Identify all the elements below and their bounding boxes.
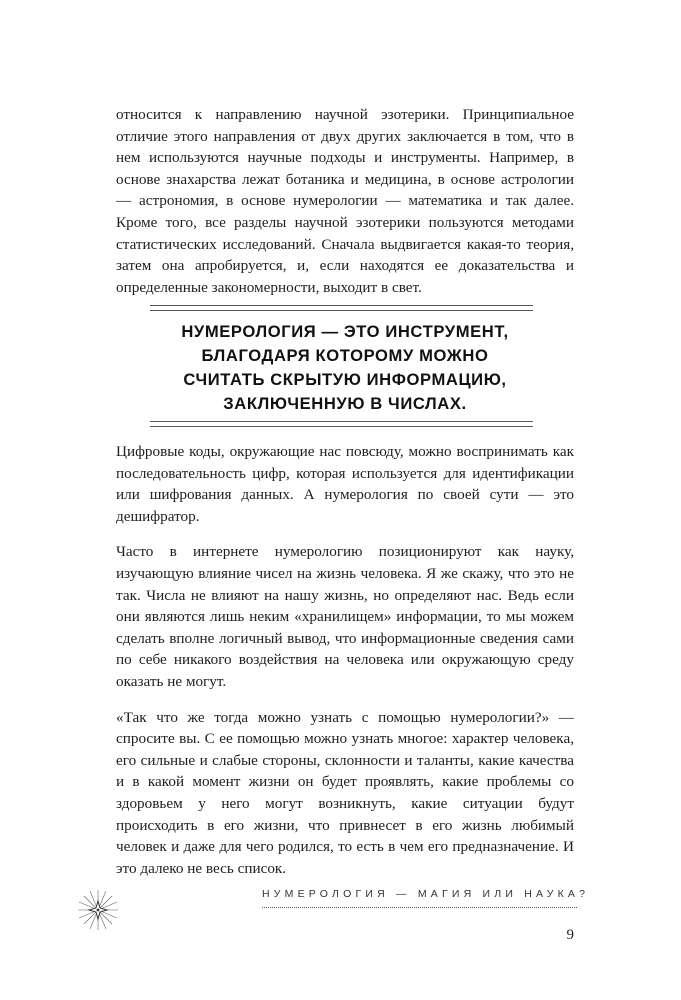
pull-quote-line: ЗАКЛЮЧЕННУЮ В ЧИСЛАХ. [223, 394, 467, 413]
star-ornament-icon [76, 888, 120, 932]
intro-paragraph: относится к направлению научной эзотерики. Принципиальное отличие этого направления от двух других заключается в том, что в нем используются научные подходы и инструменты. Например, в основе знахарства лежат ботаника и медицина, в основе астрологии — астрономия, в основе нумерологии — математика и так далее. Кроме того, все разделы научной эзотерики пользуются методами статистических исследований. Сначала выдвигается какая-то теория, затем она апробируется, и, если находятся ее доказательства и определенные закономерности, выходит в свет. [116, 106, 574, 296]
intro-text-block [116, 104, 574, 312]
pull-quote-line: НУМЕРОЛОГИЯ — ЭТО ИНСТРУМЕНТ, [181, 322, 509, 341]
pull-quote-bottom-rule [150, 421, 533, 427]
pull-quote-line: БЛАГОДАРЯ КОТОРОМУ МОЖНО [201, 346, 489, 365]
body-paragraph: Цифровые коды, окружающие нас повсюду, можно воспринимать как последовательность цифр, которая используется для идентификации или шифрования данных. А нумерология по своей сути — это дешифратор. [116, 443, 574, 525]
body-paragraph: «Так что же тогда можно узнать с помощью нумерологии?» — спросите вы. С ее помощью можно узнать многое: характер человека, его сильные и слабые стороны, склонности и таланты, какие качества и в какой момент жизни он будет проявлять, какие проблемы со здоровьем у него могут возникнуть, какие ситуации будут происходить в его жизни, что привнесет в его жизнь любимый человек и даже для чего родился, то есть в чем его предназначение. И это далеко не весь список. [116, 708, 574, 877]
running-head-dotted-rule [262, 907, 577, 908]
pull-quote [116, 320, 574, 416]
body-text-block [116, 441, 574, 893]
page-number: 9 [566, 927, 574, 943]
pull-quote-top-rule [150, 305, 533, 311]
running-head: НУМЕРОЛОГИЯ — МАГИЯ ИЛИ НАУКА? [262, 888, 590, 900]
body-paragraph: Часто в интернете нумерологию позиционируют как науку, изучающую влияние чисел на жизнь человека. Я же скажу, что это не так. Числа не влияют на нашу жизнь, но определяют нас. Ведь если они являются лишь неким «хранилищем» информации, то мы можем сделать вполне логичный вывод, что информационные сведения сами по себе никакого воздействия на человека или окружающую среду оказать не могут. [116, 543, 574, 690]
pull-quote-line: СЧИТАТЬ СКРЫТУЮ ИНФОРМАЦИЮ, [183, 370, 507, 389]
